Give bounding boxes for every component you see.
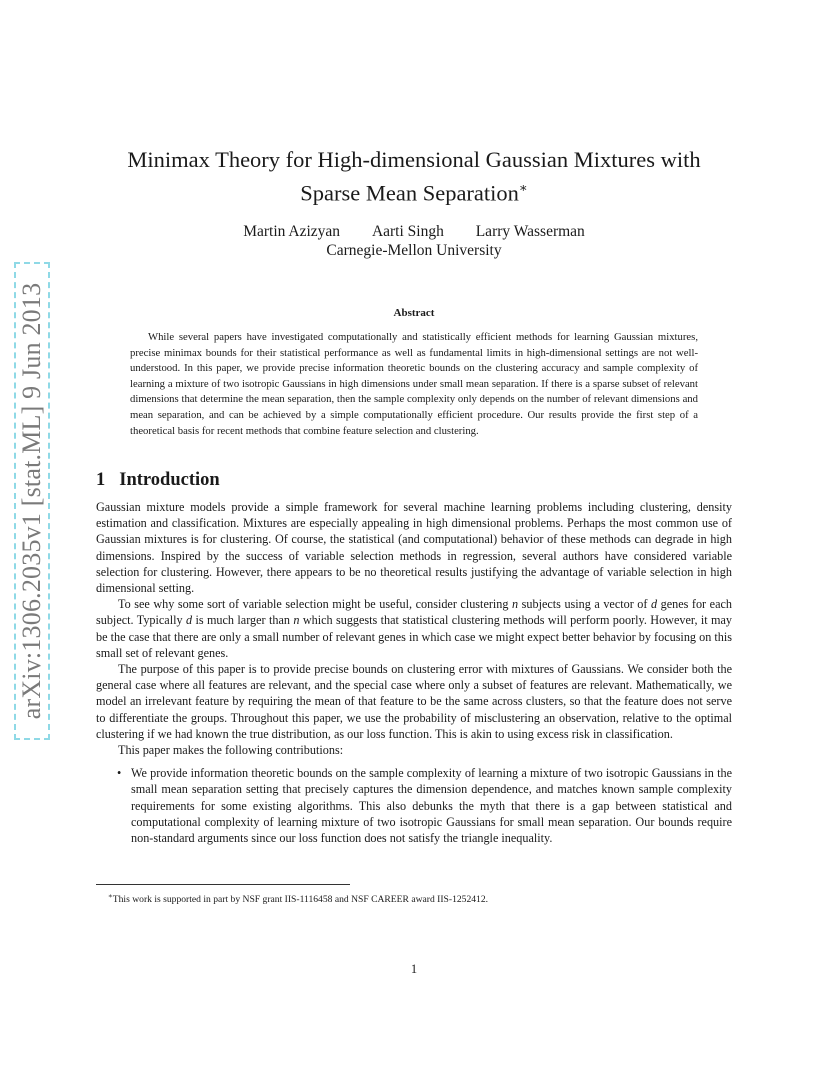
text-run: To see why some sort of variable selection might be useful, consider clustering	[118, 597, 513, 612]
math-var-d: d	[651, 597, 658, 612]
author-name: Martin Azizyan	[243, 223, 341, 240]
affiliation: Carnegie-Mellon University	[326, 242, 502, 259]
contributions-list	[96, 765, 732, 846]
paragraph: Gaussian mixture models provide a simple framework for several machine learning problems including clustering, density estimation and classification. Mixtures are especially appealing in high dimensional problems. Perhaps the most common use of Gaussian mixtures is for clustering. Of course, the statistical (and computational) behavior of these methods can degrade in high dimensions. Inspired by the success of variable selection methods in regression, several authors have considered variable selection for clustering. However, there appears to be no theoretical results justifying the advantage of variable selection in high dimensional setting.	[96, 500, 732, 596]
math-var-d: d	[185, 613, 193, 628]
introduction-body	[96, 499, 732, 846]
abstract-text: While several papers have investigated computationally and statistically efficient methods for learning Gaussian mixtures, precise minimax bounds for their statistical performance as well as fundamental limits in high-dimensional settings are not well-understood. In this paper, we provide precise information theoretic bounds on the clustering accuracy and sample complexity of learning a mixture of two isotropic Gaussians in high dimensions under small mean separation. If there is a sparse subset of relevant dimensions that determine the mean separation, then the sample complexity only depends on the number of relevant dimensions and mean separation, and can be achieved by a simple computationally efficient procedure. Our results provide the first step of a theoretical basis for recent methods that combine feature selection and clustering.	[130, 331, 698, 437]
footnote	[108, 890, 488, 906]
text-run: which suggests that statistical clustering methods will perform poorly. However, it may be the case that there are only a small number of relevant genes in which case we might expect better behavior by focusing on this small set of relevant genes.	[96, 613, 732, 660]
footnote-mark: ∗	[108, 892, 113, 900]
section-title: Introduction	[119, 470, 220, 490]
text-run: genes for each subject. Typically	[96, 597, 732, 628]
list-item	[117, 765, 732, 846]
page-number: 1	[410, 962, 418, 976]
paper-title	[96, 146, 732, 208]
section-heading-introduction	[96, 470, 220, 491]
title-line-1: Minimax Theory for High-dimensional Gaussian Mixtures with	[127, 147, 701, 172]
abstract-heading: Abstract	[393, 307, 435, 319]
author-block	[96, 222, 732, 260]
paragraph	[96, 596, 732, 661]
title-line-2: Sparse Mean Separation	[300, 180, 519, 206]
author-name: Aarti Singh	[371, 223, 444, 240]
bullet-icon: •	[117, 766, 122, 781]
math-var-n: n	[293, 613, 300, 628]
section-number: 1	[96, 470, 106, 490]
text-run: subjects using a vector of	[518, 597, 651, 612]
text-run: is much larger than	[192, 613, 294, 628]
paragraph: This paper makes the following contributions:	[118, 743, 344, 758]
footnote-text: This work is supported in part by NSF grant IIS-1116458 and NSF CAREER award IIS-1252412.	[112, 894, 489, 906]
author-names	[96, 222, 732, 241]
math-var-n: n	[512, 597, 519, 612]
arxiv-stamp-text: arXiv:1306.2035v1 [stat.ML] 9 Jun 2013	[17, 282, 46, 720]
arxiv-stamp	[14, 262, 50, 740]
paragraph: The purpose of this paper is to provide precise bounds on clustering error with mixtures of Gaussians. We consider both the general case where all features are relevant, and the special case where only a subset of features are relevant. Mathematically, we model an irrelevant feature by requiring the mean of that feature to be the same across clusters, so that the feature does not serve to differentiate the groups. Throughout this paper, we use the probability of misclustering an observation, relative to the optimal clustering if we had known the true distribution, as our loss function. This is akin to using excess risk in classification.	[96, 662, 732, 741]
author-name: Larry Wasserman	[475, 223, 585, 240]
footnote-rule	[96, 884, 350, 885]
list-item-text: We provide information theoretic bounds on the sample complexity of learning a mixture of two isotropic Gaussians in the small mean separation setting that precisely captures the dimension dependence, and matches known sample complexity requirements for some existing algorithms. This also debunks the myth that there is a gap between statistical and computational complexity of learning mixture of two isotropic Gaussians for small mean separation. Our bounds require non-standard arguments since our loss function does not satisfy the triangle inequality.	[131, 766, 732, 846]
title-footnote-mark: ∗	[518, 180, 528, 195]
